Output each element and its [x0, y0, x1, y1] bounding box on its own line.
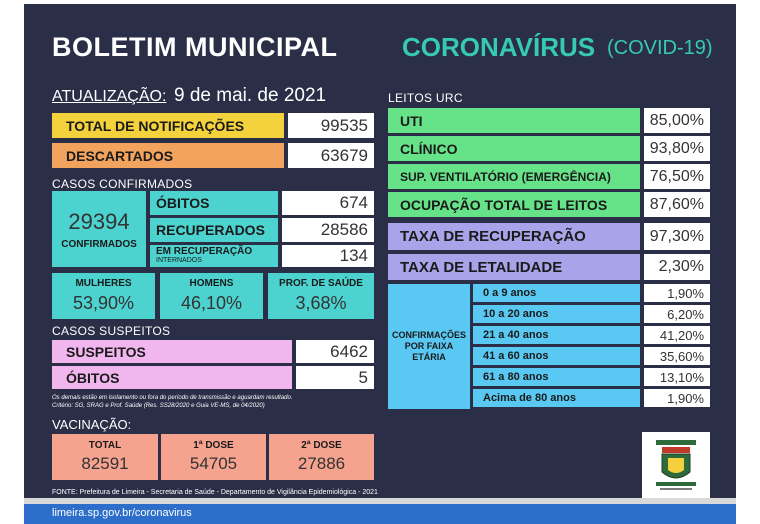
suspects-row [52, 340, 374, 363]
notifications-row [52, 113, 374, 138]
recovered-row [150, 218, 374, 242]
update-date: 9 de mai. de 2021 [174, 85, 327, 106]
lethality-rate-row [388, 254, 710, 280]
suspects-label: SUSPEITOS [52, 340, 292, 363]
uti-row [388, 108, 710, 133]
discarded-label: DESCARTADOS [52, 143, 284, 168]
covid-title: CORONAVÍRUS [402, 32, 596, 62]
total-occupancy-row [388, 192, 710, 217]
age-group-label-box [388, 284, 470, 409]
age-row-value: 35,60% [644, 347, 710, 365]
suspects-value: 6462 [296, 340, 374, 363]
ventilatory-value: 76,50% [644, 164, 710, 189]
age-row-label: Acima de 80 anos [473, 389, 640, 407]
suspect-deaths-label: ÓBITOS [52, 366, 292, 389]
age-row-value: 13,10% [644, 368, 710, 386]
confirmed-total-box [52, 191, 146, 267]
health-prof-box [268, 273, 374, 319]
age-group-label-line3: ETÁRIA [412, 352, 446, 362]
confirmed-total-label: CONFIRMADOS [61, 238, 137, 250]
vaccine-total-label: TOTAL [88, 440, 122, 451]
vaccine-dose1-label: 1ª DOSE [193, 440, 234, 451]
vaccine-total-value: 82591 [81, 454, 129, 473]
update-label: ATUALIZAÇÃO: [52, 88, 167, 105]
age-group-label-line1: CONFIRMAÇÕES [392, 330, 466, 340]
age-row [473, 389, 710, 407]
age-row [473, 347, 710, 365]
age-row [473, 368, 710, 386]
in-recovery-value: 134 [282, 245, 374, 267]
municipal-crest-icon [642, 432, 710, 498]
suspects-section-label: CASOS SUSPEITOS [52, 324, 171, 338]
recovery-rate-row [388, 223, 710, 250]
suspects-note-line2: Critério: SG, SRAG e Prof. Saúde (Res. SS28/2020 e Guia VE-MS, de 04/2020) [52, 403, 265, 409]
in-recovery-row [150, 245, 374, 267]
clinical-value: 93,80% [644, 136, 710, 161]
recovery-rate-value: 97,30% [644, 223, 710, 250]
age-row-label: 0 a 9 anos [473, 284, 640, 302]
men-box [160, 273, 263, 319]
lethality-rate-value: 2,30% [644, 254, 710, 280]
suspect-deaths-row [52, 366, 374, 389]
recovered-value: 28586 [282, 218, 374, 242]
confirmed-section-label: CASOS CONFIRMADOS [52, 177, 193, 191]
lethality-rate-label: TAXA DE LETALIDADE [388, 254, 640, 280]
vaccine-dose1-value: 54705 [189, 454, 238, 473]
recovered-label: RECUPERADOS [150, 218, 278, 242]
age-group-table [473, 284, 710, 407]
beds-section-label: LEITOS URC [388, 91, 463, 105]
health-prof-value: 3,68% [295, 293, 347, 313]
age-row [473, 326, 710, 344]
covid-subtitle: (COVID-19) [607, 37, 713, 59]
site-url[interactable]: limeira.sp.gov.br/coronavirus [52, 507, 192, 519]
notifications-value: 99535 [288, 113, 374, 138]
vaccine-dose2-label: 2ª DOSE [301, 440, 342, 451]
age-row-label: 21 a 40 anos [473, 326, 640, 344]
vaccine-dose2-box [269, 434, 374, 480]
page-title: BOLETIM MUNICIPAL [52, 32, 338, 62]
confirmed-deaths-value: 674 [282, 191, 374, 215]
women-label: MULHERES [75, 278, 132, 289]
age-row [473, 284, 710, 302]
clinical-row [388, 136, 710, 161]
vaccine-dose1-box [161, 434, 266, 480]
health-prof-label: PROF. DE SAÚDE [279, 278, 363, 289]
ventilatory-row [388, 164, 710, 189]
vaccination-section-label: VACINAÇÃO: [52, 417, 132, 432]
total-occupancy-label: OCUPAÇÃO TOTAL DE LEITOS [388, 192, 640, 217]
in-recovery-label: EM RECUPERAÇÃO [156, 246, 253, 257]
age-row-label: 10 a 20 anos [473, 305, 640, 323]
vaccine-total-box [52, 434, 158, 480]
age-row-value: 1,90% [644, 389, 710, 407]
recovery-rate-label: TAXA DE RECUPERAÇÃO [388, 223, 640, 250]
discarded-value: 63679 [288, 143, 374, 168]
total-occupancy-value: 87,60% [644, 192, 710, 217]
notifications-label: TOTAL DE NOTIFICAÇÕES [52, 113, 284, 138]
confirmed-deaths-label: ÓBITOS [150, 191, 278, 215]
age-row [473, 305, 710, 323]
ventilatory-label: SUP. VENTILATÓRIO (EMERGÊNCIA) [388, 164, 640, 189]
age-row-label: 41 a 60 anos [473, 347, 640, 365]
clinical-label: CLÍNICO [388, 136, 640, 161]
uti-value: 85,00% [644, 108, 710, 133]
age-row-label: 61 a 80 anos [473, 368, 640, 386]
source-footer: FONTE: Prefeitura de Limeira - Secretaria de Saúde - Departamento de Vigilância Epidemiológica - 2021 [52, 489, 378, 496]
women-box [52, 273, 155, 319]
suspects-note [52, 394, 292, 410]
age-row-value: 6,20% [644, 305, 710, 323]
age-row-value: 41,20% [644, 326, 710, 344]
men-label: HOMENS [189, 278, 234, 289]
in-recovery-sublabel: INTERNADOS [156, 257, 202, 264]
confirmed-total-value: 29394 [68, 208, 130, 234]
in-recovery-label-box [150, 245, 278, 267]
bulletin-board [24, 4, 736, 504]
url-bar [24, 504, 736, 524]
suspects-note-line1: Os demais estão em isolamento ou fora do período de transmissão e aguardam resultado. [52, 395, 293, 401]
age-row-value: 1,90% [644, 284, 710, 302]
men-value: 46,10% [180, 293, 243, 313]
suspect-deaths-value: 5 [296, 366, 374, 389]
age-group-label-line2: POR FAIXA [404, 341, 454, 351]
discarded-row [52, 143, 374, 168]
women-value: 53,90% [72, 293, 135, 313]
confirmed-deaths-row [150, 191, 374, 215]
vaccine-dose2-value: 27886 [297, 454, 346, 473]
uti-label: UTI [388, 108, 640, 133]
